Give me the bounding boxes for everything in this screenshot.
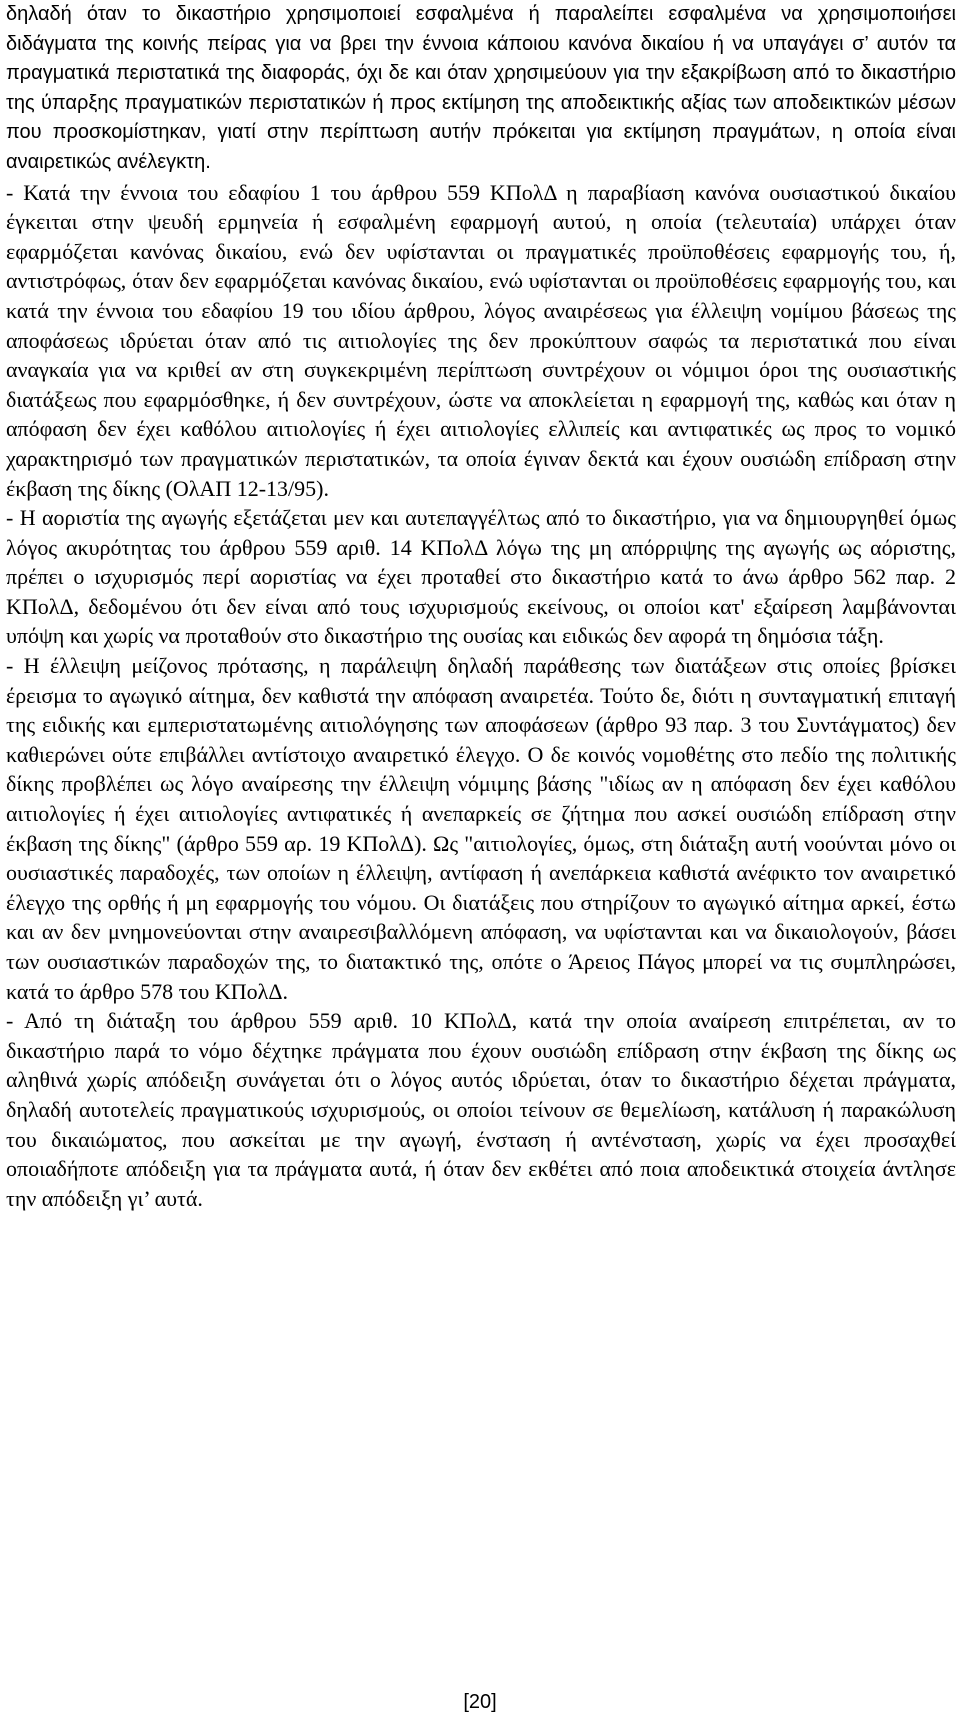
paragraph-vagueness-of-action: - Η αοριστία της αγωγής εξετάζεται μεν και αυτεπαγγέλτως από το δικαστήριο, για να δημιουργηθεί όμως λόγος ακυρότητας του άρθρου 559 αριθ. 14 ΚΠολΔ λόγω της μη απόρριψης της αγωγής ως αόριστης, πρέπει ο ισχυρισμός περί αοριστίας να έχει προταθεί στο δικαστήριο κατά το άνω άρθρο 562 παρ. 2 ΚΠολΔ, δεδομένου ότι δεν είναι από τους ισχυρισμούς εκείνους, οι οποίοι κατ' εξαίρεση λαμβάνονται υπόψη και χωρίς να προταθούν στο δικαστήριο της ουσίας και ειδικώς δεν αφορά τη δημόσια τάξη. (6, 505, 956, 649)
paragraph-substantive-law-violation: - Κατά την έννοια του εδαφίου 1 του άρθρου 559 ΚΠολΔ η παραβίαση κανόνα ουσιαστικού δικαίου έγκειται στην ψευδή ερμηνεία ή εσφαλμένη εφαρμογή αυτού, η οποία (τελευταία) υπάρχει όταν εφαρμόζεται κανόνας δικαίου, ενώ δεν υφίστανται οι πραγματικές προϋποθέσεις εφαρμογής του, ή, αντιστρόφως, όταν δεν εφαρμόζεται κανόνας δικαίου, ενώ υφίστανται οι προϋποθέσεις εφαρμογής του, και κατά την έννοια του εδαφίου 19 του ιδίου άρθρου, λόγος αναιρέσεως για έλλειψη νομίμου βάσεως της αποφάσεως ιδρύεται όταν από τις αιτιολογίες της δεν προκύπτουν σαφώς τα περιστατικά που είναι αναγκαία για να κριθεί αν στη συγκεκριμένη περίπτωση συντρέχουν οι νόμιμοι όροι της ουσιαστικής διατάξεως που εφαρμόσθηκε, ή δεν συντρέχουν, ώστε να αποκλείεται η εφαρμογή της, καθώς και όταν η απόφαση δεν έχει καθόλου αιτιολογίες ή έχει αιτιολογίες ελλιπείς και αντιφατικές ως προς το νομικό χαρακτηρισμό των πραγματικών περιστατικών, τα οποία έγιναν δεκτά και έχουν ουσιώδη επίδραση στην έκβαση της δίκης (ΟλΑΠ 12-13/95). (6, 179, 956, 501)
document-page (6, 0, 956, 1213)
page-number: [20] (463, 1691, 497, 1713)
paragraph-without-proof: - Από τη διάταξη του άρθρου 559 αριθ. 10 ΚΠολΔ, κατά την οποία αναίρεση επιτρέπεται, αν το δικαστήριο παρά το νόμο δέχτηκε πράγματα που έχουν ουσιώδη επίδραση στην έκβαση της δίκης ως αληθινά χωρίς απόδειξη συνάγεται ότι ο λόγος αυτός ιδρύεται, όταν το δικαστήριο δέχεται πράγματα, δηλαδή αυτοτελείς πραγματικούς ισχυρισμούς, οι οποίοι τείνουν σε θεμελίωση, κατάλυση ή παρακώλυση του δικαιώματος, που ασκείται με την αγωγή, ένσταση ή αντένσταση, χωρίς να έχει προσαχθεί οποιαδήποτε απόδειξη για τα πράγματα αυτά, ή όταν δεν εκθέτει από ποια αποδεικτικά στοιχεία άντλησε την απόδειξη γι’ αυτά. (6, 1008, 956, 1211)
paragraph-common-experience: δηλαδή όταν το δικαστήριο χρησιμοποιεί εσφαλμένα ή παραλείπει εσφαλμένα να χρησιμοποιήσει διδάγματα της κοινής πείρας για να βρει την έννοια κάποιου κανόνα δικαίου ή να υπαγάγει σ’ αυτόν τα πραγματικά περιστατικά της διαφοράς, όχι δε και όταν χρησιμεύουν για την εξακρίβωση από το δικαστήριο της ύπαρξης πραγματικών περιστατικών ή προς εκτίμηση της αποδεικτικής αξίας των αποδεικτικών μέσων που προσκομίστηκαν, γιατί στην περίπτωση αυτήν πρόκειται για εκτίμηση πραγμάτων, η οποία είναι αναιρετικώς ανέλεγκτη. (6, 3, 956, 173)
paragraph-major-premise: - Η έλλειψη μείζονος πρότασης, η παράλειψη δηλαδή παράθεσης των διατάξεων στις οποίες βρίσκει έρεισμα το αγωγικό αίτημα, δεν καθιστά την απόφαση αναιρετέα. Τούτο δε, διότι η συνταγματική επιταγή της ειδικής και εμπεριστατωμένης αιτιολόγησης των αποφάσεων (άρθρο 93 παρ. 3 του Συντάγματος) δεν καθιερώνει ούτε επιβάλλει αντίστοιχο αναιρετικό έλεγχο. Ο δε κοινός νομοθέτης στο πεδίο της πολιτικής δίκης προβλέπει ως λόγο αναίρεσης την έλλειψη νόμιμης βάσης "ιδίως αν η απόφαση δεν έχει καθόλου αιτιολογίες ή έχει αιτιολογίες αντιφατικές ή ανεπαρκείς σε ζήτημα που ασκεί ουσιώδη επίδραση στην έκβαση της δίκης" (άρθρο 559 αρ. 19 ΚΠολΔ). Ως "αιτιολογίες, όμως, στη διάταξη αυτή νοούνται μόνο οι ουσιαστικές παραδοχές, των οποίων η έλλειψη, αντίφαση ή ανεπάρκεια καθιστά ανέφικτο τον αναιρετικό έλεγχο της ορθής ή μη εφαρμογής του νόμου. Οι διατάξεις που στηρίζουν το αγωγικό αίτημα αρκεί, έστω και αν δεν μνημονεύονται στην αναιρεσιβαλλόμενη απόφαση, να υφίστανται και να δικαιολογούν, βάσει των ουσιαστικών παραδοχών της, το διατακτικό της, οπότε ο Άρειος Πάγος μπορεί να τις συμπληρώσει, κατά το άρθρο 578 του ΚΠολΔ. (6, 653, 956, 1004)
